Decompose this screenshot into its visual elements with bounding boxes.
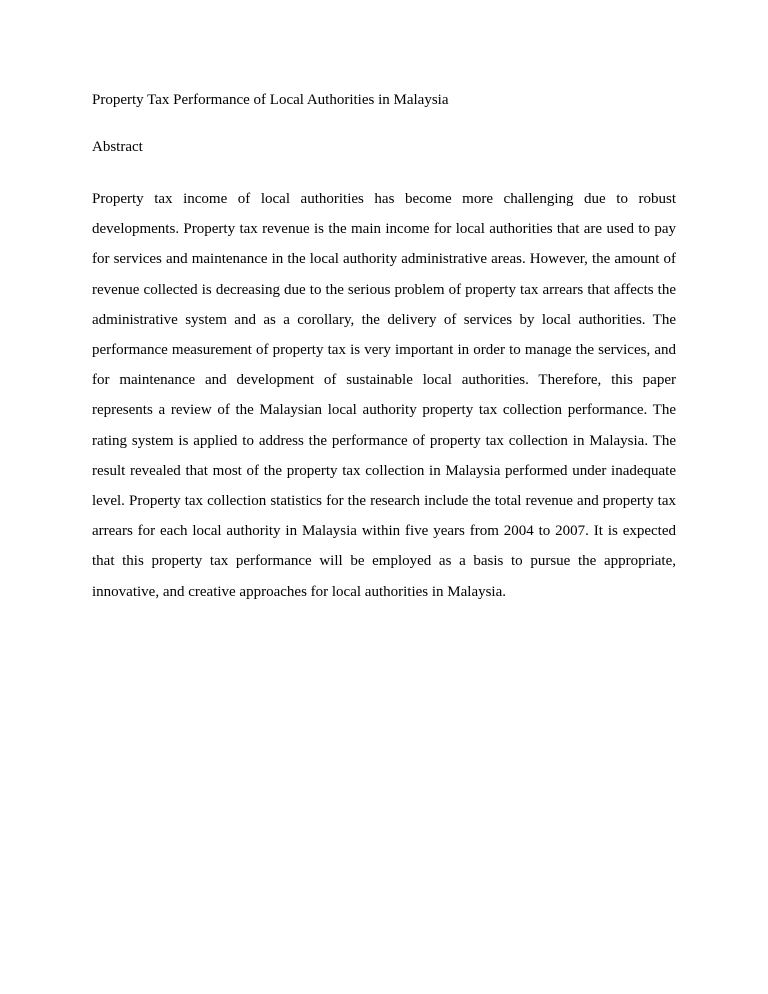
abstract-line: result revealed that most of the property tax collection in Malaysia performed under inadequate	[92, 462, 676, 479]
abstract-line: arrears for each local authority in Malaysia within five years from 2004 to 2007. It is expected	[92, 523, 676, 540]
document-title: Property Tax Performance of Local Authorities in Malaysia	[92, 92, 449, 108]
abstract-line: innovative, and creative approaches for local authorities in Malaysia.	[92, 583, 507, 600]
abstract-line: performance measurement of property tax is very important in order to manage the services, and	[92, 342, 676, 359]
abstract-line: revenue collected is decreasing due to the serious problem of property tax arrears that affects the	[92, 281, 676, 298]
abstract-line: for maintenance and development of sustainable local authorities. Therefore, this paper	[92, 372, 676, 389]
abstract-line: rating system is applied to address the performance of property tax collection in Malaysia. The	[92, 432, 676, 449]
abstract-heading: Abstract	[92, 139, 143, 155]
abstract-line: administrative system and as a corollary, the delivery of services by local authorities. The	[92, 311, 676, 328]
abstract-line: level. Property tax collection statistics for the research include the total revenue and property tax	[92, 493, 676, 510]
abstract-body	[92, 184, 676, 607]
abstract-line: developments. Property tax revenue is the main income for local authorities that are used to pay	[92, 221, 676, 238]
abstract-line: represents a review of the Malaysian local authority property tax collection performance. The	[92, 402, 676, 419]
abstract-line: that this property tax performance will be employed as a basis to pursue the appropriate,	[92, 553, 676, 570]
abstract-line: for services and maintenance in the local authority administrative areas. However, the amount of	[92, 251, 676, 268]
abstract-line: Property tax income of local authorities has become more challenging due to robust	[92, 191, 676, 207]
